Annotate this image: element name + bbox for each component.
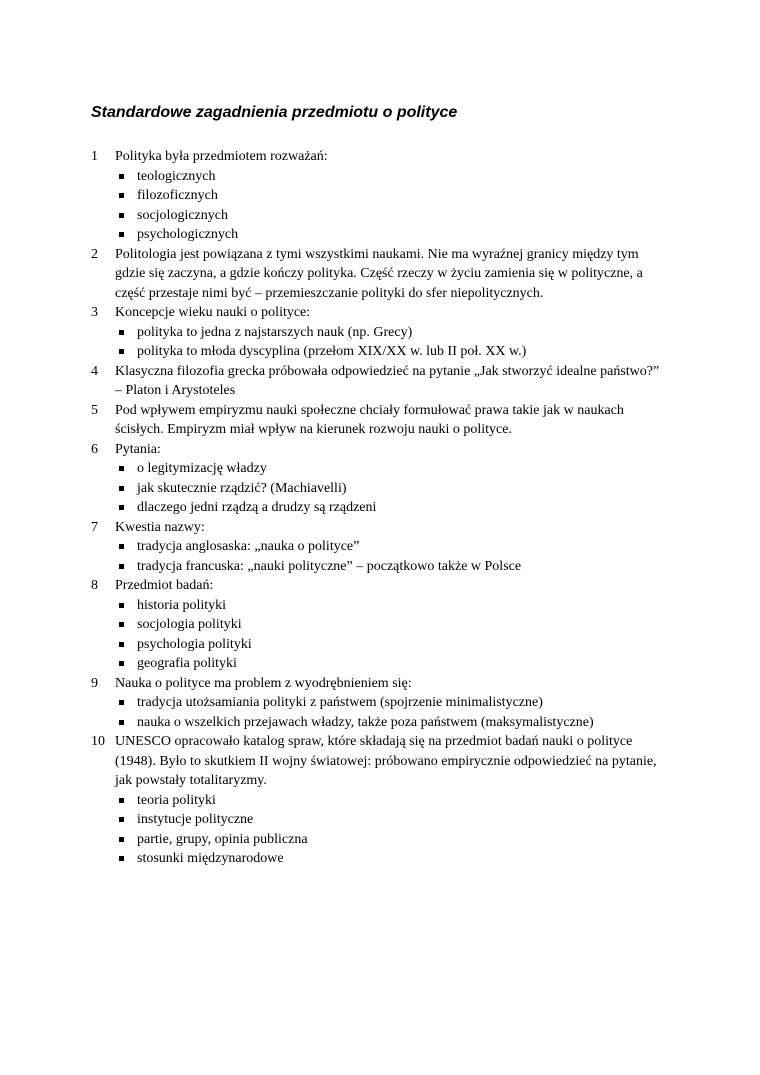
item-body [115,674,666,733]
list-item [91,303,666,362]
bullet-item [115,849,666,869]
list-item [91,518,666,577]
square-bullet-icon [119,856,124,861]
item-text: Politologia jest powiązana z tymi wszystkimi naukami. Nie ma wyraźnej granicy między tym gdzie się zaczyna, a gdzie kończy polityka. Część rzeczy w życiu zamienia się w polityczne, a część przestaje nimi być – przemieszczanie polityki do sfer niepolitycznych. [115,246,643,301]
item-body [115,245,666,304]
item-text: Klasyczna filozofia grecka próbowała odpowiedzieć na pytanie „Jak stworzyć idealne państwo?” – Platon i Arystoteles [115,363,660,398]
square-bullet-icon [119,232,124,237]
square-bullet-icon [119,798,124,803]
square-bullet-icon [119,505,124,510]
bullet-item [115,225,666,245]
item-number: 10 [91,734,105,749]
bullet-item [115,830,666,850]
square-bullet-icon [119,622,124,627]
item-number: 2 [91,246,98,262]
item-body [115,362,666,401]
numbered-list [91,147,666,869]
item-body [115,440,666,518]
bullet-text: teologicznych [137,168,216,184]
bullet-item [115,596,666,616]
bullet-text: polityka to jedna z najstarszych nauk (np. Grecy) [137,324,413,340]
bullet-item [115,479,666,499]
bullet-item [115,791,666,811]
bullet-text: dlaczego jedni rządzą a drudzy są rządzeni [137,500,377,515]
bullet-item [115,186,666,206]
square-bullet-icon [119,193,124,198]
bullet-text: socjologia polityki [137,617,242,632]
bullet-text: tradycja anglosaska: „nauka o polityce” [137,539,360,554]
bullet-item [115,654,666,674]
bullet-item [115,167,666,187]
bullet-item [115,323,666,343]
item-number: 5 [91,402,98,418]
square-bullet-icon [119,466,124,471]
item-text: Pytania: [115,441,161,457]
list-item [91,362,666,401]
bullet-item [115,713,666,733]
list-item [91,440,666,518]
item-number: 8 [91,578,98,593]
bullet-text: historia polityki [137,597,227,613]
list-item [91,674,666,733]
square-bullet-icon [119,642,124,647]
bullet-text: filozoficznych [137,188,218,203]
bullet-item [115,498,666,518]
square-bullet-icon [119,700,124,705]
bullet-text: nauka o wszelkich przejawach władzy, także poza państwem (maksymalistyczne) [137,714,594,730]
item-number: 7 [91,519,98,535]
item-text: UNESCO opracowało katalog spraw, które składają się na przedmiot badań nauki o polityce (1948). Było to skutkiem II wojny światowej: próbowano empirycznie odpowiedzieć na pytanie, jak powstały totalitaryzmy. [115,734,657,788]
list-item [91,245,666,304]
bullet-text: tradycja utożsamiania polityki z państwem (spojrzenie minimalistyczne) [137,695,543,710]
page-title: Standardowe zagadnienia przedmiotu o polityce [91,104,458,121]
bullet-item [115,557,666,577]
list-item [91,576,666,674]
bullet-text: tradycja francuska: „nauki polityczne” – początkowo także w Polsce [137,558,522,574]
square-bullet-icon [119,564,124,569]
square-bullet-icon [119,817,124,822]
bullet-text: psychologicznych [137,227,239,242]
bullet-text: geografia polityki [137,656,237,671]
item-text: Koncepcje wieku nauki o polityce: [115,305,311,320]
square-bullet-icon [119,174,124,179]
bullet-item [115,206,666,226]
square-bullet-icon [119,330,124,335]
item-number: 6 [91,441,98,457]
list-item [91,732,666,869]
bullet-text: partie, grupy, opinia publiczna [137,831,308,847]
square-bullet-icon [119,486,124,491]
item-text: Nauka o polityce ma problem z wyodrębnieniem się: [115,675,412,691]
list-item [91,147,666,245]
bullet-item [115,342,666,362]
bullet-text: psychologia polityki [137,636,252,652]
square-bullet-icon [119,213,124,218]
square-bullet-icon [119,720,124,725]
item-body [115,518,666,577]
item-number: 1 [91,149,98,164]
bullet-text: jak skutecznie rządzić? (Machiavelli) [137,480,347,496]
bullet-text: teoria polityki [137,792,216,808]
item-number: 4 [91,363,98,379]
bullet-item [115,810,666,830]
item-body [115,576,666,674]
item-number: 9 [91,675,98,691]
item-text: Pod wpływem empiryzmu nauki społeczne chciały formułować prawa takie jak w naukach ścisłych. Empiryzm miał wpływ na kierunek rozwoju nauki o polityce. [115,402,624,437]
bullet-item [115,615,666,635]
square-bullet-icon [119,544,124,549]
item-body [115,732,666,869]
bullet-item [115,693,666,713]
bullet-text: polityka to młoda dyscyplina (przełom XIX/XX w. lub II poł. XX w.) [137,344,527,359]
item-text: Polityka była przedmiotem rozważań: [115,149,328,164]
bullet-item [115,635,666,655]
item-body [115,147,666,245]
square-bullet-icon [119,837,124,842]
bullet-text: instytucje polityczne [137,812,254,827]
bullet-text: o legitymizację władzy [137,461,267,476]
square-bullet-icon [119,661,124,666]
bullet-item [115,459,666,479]
bullet-item [115,537,666,557]
item-text: Przedmiot badań: [115,578,214,593]
item-number: 3 [91,305,98,320]
item-body [115,303,666,362]
item-text: Kwestia nazwy: [115,519,205,535]
square-bullet-icon [119,603,124,608]
bullet-text: stosunki międzynarodowe [137,851,284,866]
bullet-text: socjologicznych [137,207,228,223]
item-body [115,401,666,440]
square-bullet-icon [119,349,124,354]
list-item [91,401,666,440]
